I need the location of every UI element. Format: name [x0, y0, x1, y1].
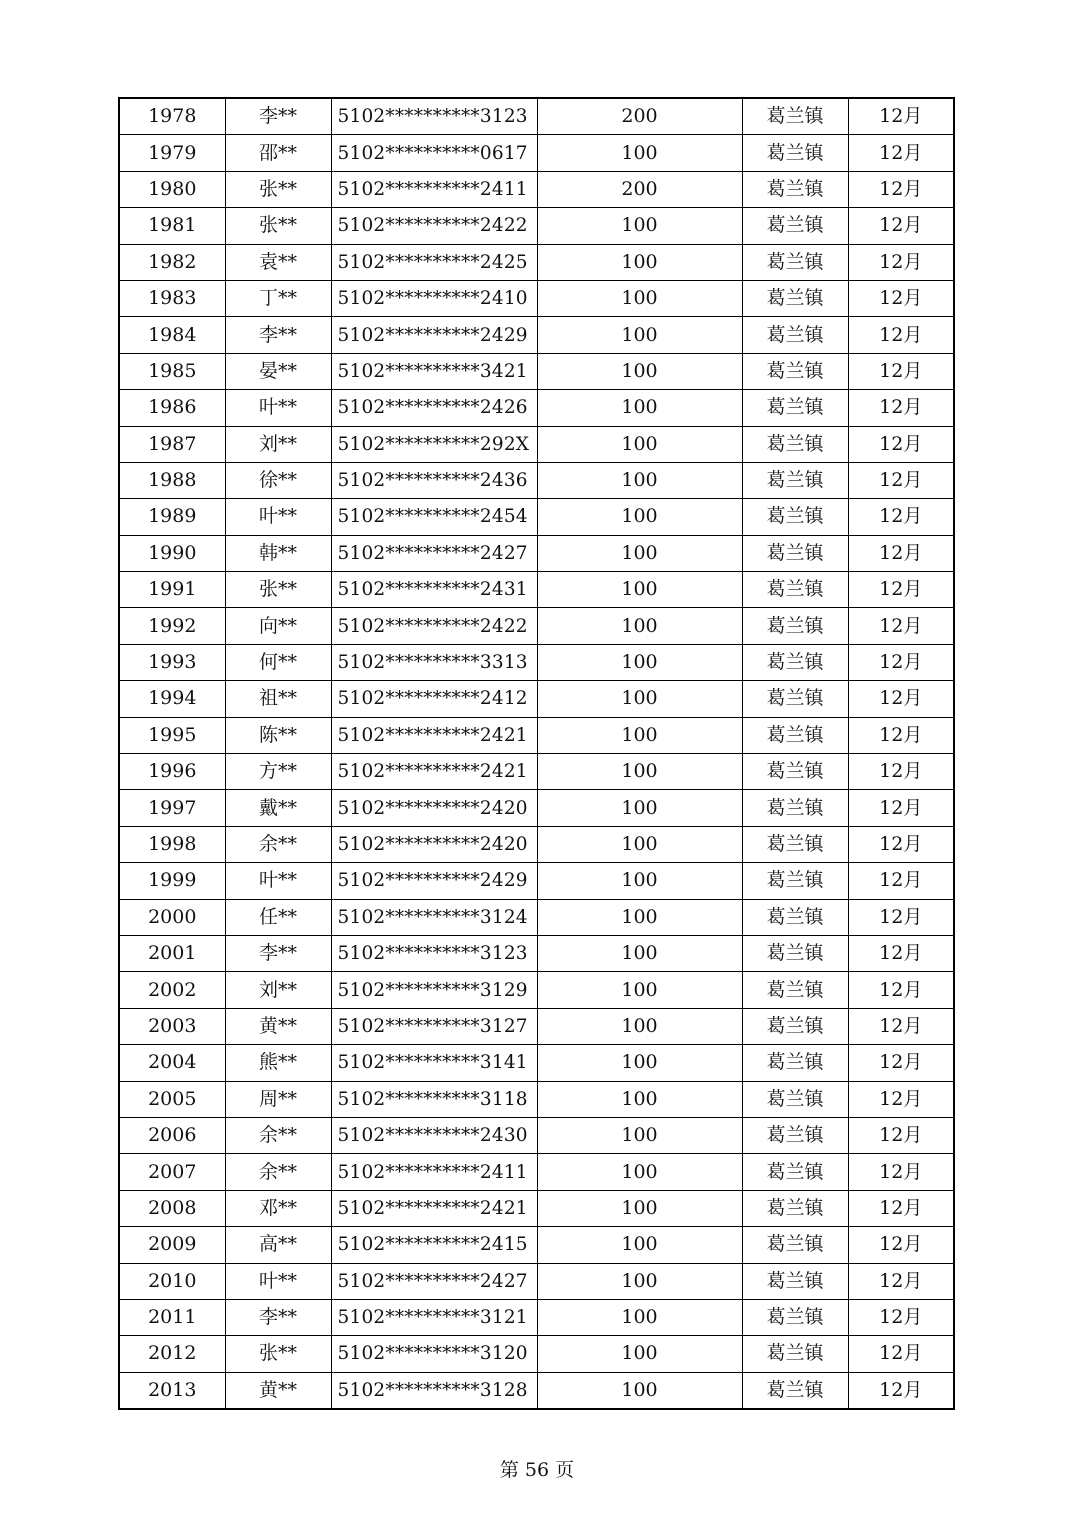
month-cell: 12月 [848, 1117, 954, 1153]
id-number-cell: 5102**********3118 [331, 1081, 537, 1117]
amount-cell: 100 [537, 826, 742, 862]
table-row [119, 462, 954, 498]
amount-cell: 100 [537, 608, 742, 644]
town-cell: 葛兰镇 [742, 280, 848, 316]
name-cell: 刘** [225, 426, 331, 462]
month-cell: 12月 [848, 608, 954, 644]
amount-cell: 100 [537, 390, 742, 426]
name-cell: 刘** [225, 972, 331, 1008]
amount-cell: 100 [537, 426, 742, 462]
table-row [119, 280, 954, 316]
town-cell: 葛兰镇 [742, 1372, 848, 1409]
town-cell: 葛兰镇 [742, 208, 848, 244]
amount-cell: 100 [537, 535, 742, 571]
row-number-cell: 2009 [119, 1227, 225, 1263]
id-number-cell: 5102**********3127 [331, 1008, 537, 1044]
town-cell: 葛兰镇 [742, 317, 848, 353]
row-number-cell: 1985 [119, 353, 225, 389]
name-cell: 何** [225, 644, 331, 680]
table-row [119, 390, 954, 426]
town-cell: 葛兰镇 [742, 790, 848, 826]
name-cell: 周** [225, 1081, 331, 1117]
town-cell: 葛兰镇 [742, 244, 848, 280]
amount-cell: 100 [537, 135, 742, 171]
month-cell: 12月 [848, 280, 954, 316]
name-cell: 徐** [225, 462, 331, 498]
id-number-cell: 5102**********2427 [331, 535, 537, 571]
town-cell: 葛兰镇 [742, 98, 848, 135]
month-cell: 12月 [848, 1190, 954, 1226]
month-cell: 12月 [848, 754, 954, 790]
name-cell: 陈** [225, 717, 331, 753]
month-cell: 12月 [848, 899, 954, 935]
row-number-cell: 1992 [119, 608, 225, 644]
table-row [119, 171, 954, 207]
town-cell: 葛兰镇 [742, 535, 848, 571]
month-cell: 12月 [848, 1081, 954, 1117]
amount-cell: 100 [537, 1081, 742, 1117]
amount-cell: 100 [537, 644, 742, 680]
table-row [119, 899, 954, 935]
name-cell: 邓** [225, 1190, 331, 1226]
id-number-cell: 5102**********2422 [331, 208, 537, 244]
amount-cell: 100 [537, 1336, 742, 1372]
id-number-cell: 5102**********2415 [331, 1227, 537, 1263]
row-number-cell: 1983 [119, 280, 225, 316]
id-number-cell: 5102**********3128 [331, 1372, 537, 1409]
town-cell: 葛兰镇 [742, 1263, 848, 1299]
row-number-cell: 2006 [119, 1117, 225, 1153]
town-cell: 葛兰镇 [742, 353, 848, 389]
town-cell: 葛兰镇 [742, 1299, 848, 1335]
town-cell: 葛兰镇 [742, 1190, 848, 1226]
month-cell: 12月 [848, 208, 954, 244]
name-cell: 熊** [225, 1045, 331, 1081]
amount-cell: 100 [537, 1045, 742, 1081]
name-cell: 李** [225, 1299, 331, 1335]
town-cell: 葛兰镇 [742, 1117, 848, 1153]
row-number-cell: 2007 [119, 1154, 225, 1190]
table-row [119, 1081, 954, 1117]
row-number-cell: 1993 [119, 644, 225, 680]
town-cell: 葛兰镇 [742, 390, 848, 426]
row-number-cell: 1989 [119, 499, 225, 535]
table-row [119, 317, 954, 353]
name-cell: 李** [225, 98, 331, 135]
month-cell: 12月 [848, 1008, 954, 1044]
row-number-cell: 1986 [119, 390, 225, 426]
table-row [119, 681, 954, 717]
amount-cell: 100 [537, 462, 742, 498]
amount-cell: 200 [537, 171, 742, 207]
amount-cell: 100 [537, 790, 742, 826]
amount-cell: 100 [537, 863, 742, 899]
table-row [119, 790, 954, 826]
table-row [119, 426, 954, 462]
month-cell: 12月 [848, 499, 954, 535]
amount-cell: 100 [537, 353, 742, 389]
id-number-cell: 5102**********2422 [331, 608, 537, 644]
row-number-cell: 1999 [119, 863, 225, 899]
table-row [119, 98, 954, 135]
town-cell: 葛兰镇 [742, 826, 848, 862]
amount-cell: 100 [537, 1299, 742, 1335]
town-cell: 葛兰镇 [742, 1336, 848, 1372]
name-cell: 叶** [225, 863, 331, 899]
id-number-cell: 5102**********2411 [331, 1154, 537, 1190]
table-row [119, 208, 954, 244]
row-number-cell: 1994 [119, 681, 225, 717]
id-number-cell: 5102**********3141 [331, 1045, 537, 1081]
town-cell: 葛兰镇 [742, 426, 848, 462]
row-number-cell: 1988 [119, 462, 225, 498]
id-number-cell: 5102**********2431 [331, 572, 537, 608]
row-number-cell: 2011 [119, 1299, 225, 1335]
id-number-cell: 5102**********2429 [331, 317, 537, 353]
id-number-cell: 5102**********3123 [331, 98, 537, 135]
town-cell: 葛兰镇 [742, 754, 848, 790]
row-number-cell: 1997 [119, 790, 225, 826]
name-cell: 叶** [225, 390, 331, 426]
name-cell: 李** [225, 935, 331, 971]
row-number-cell: 2010 [119, 1263, 225, 1299]
month-cell: 12月 [848, 1263, 954, 1299]
town-cell: 葛兰镇 [742, 681, 848, 717]
name-cell: 袁** [225, 244, 331, 280]
records-table [118, 97, 955, 1410]
month-cell: 12月 [848, 535, 954, 571]
table-row [119, 754, 954, 790]
row-number-cell: 1984 [119, 317, 225, 353]
row-number-cell: 2005 [119, 1081, 225, 1117]
id-number-cell: 5102**********2410 [331, 280, 537, 316]
row-number-cell: 2001 [119, 935, 225, 971]
name-cell: 向** [225, 608, 331, 644]
table-row [119, 1336, 954, 1372]
month-cell: 12月 [848, 171, 954, 207]
id-number-cell: 5102**********2420 [331, 790, 537, 826]
name-cell: 余** [225, 826, 331, 862]
id-number-cell: 5102**********3129 [331, 972, 537, 1008]
id-number-cell: 5102**********2425 [331, 244, 537, 280]
name-cell: 韩** [225, 535, 331, 571]
month-cell: 12月 [848, 1045, 954, 1081]
month-cell: 12月 [848, 244, 954, 280]
name-cell: 叶** [225, 499, 331, 535]
table-row [119, 717, 954, 753]
month-cell: 12月 [848, 681, 954, 717]
town-cell: 葛兰镇 [742, 1081, 848, 1117]
town-cell: 葛兰镇 [742, 1008, 848, 1044]
id-number-cell: 5102**********2436 [331, 462, 537, 498]
row-number-cell: 1991 [119, 572, 225, 608]
month-cell: 12月 [848, 863, 954, 899]
id-number-cell: 5102**********2427 [331, 1263, 537, 1299]
name-cell: 张** [225, 572, 331, 608]
table-row [119, 935, 954, 971]
row-number-cell: 1982 [119, 244, 225, 280]
table-row [119, 572, 954, 608]
id-number-cell: 5102**********3313 [331, 644, 537, 680]
name-cell: 张** [225, 1336, 331, 1372]
month-cell: 12月 [848, 390, 954, 426]
table-row [119, 644, 954, 680]
amount-cell: 100 [537, 499, 742, 535]
table-row [119, 1008, 954, 1044]
town-cell: 葛兰镇 [742, 1227, 848, 1263]
amount-cell: 100 [537, 717, 742, 753]
amount-cell: 100 [537, 1190, 742, 1226]
amount-cell: 100 [537, 1372, 742, 1409]
month-cell: 12月 [848, 462, 954, 498]
month-cell: 12月 [848, 826, 954, 862]
amount-cell: 100 [537, 972, 742, 1008]
town-cell: 葛兰镇 [742, 135, 848, 171]
name-cell: 叶** [225, 1263, 331, 1299]
town-cell: 葛兰镇 [742, 1154, 848, 1190]
row-number-cell: 1978 [119, 98, 225, 135]
month-cell: 12月 [848, 353, 954, 389]
name-cell: 余** [225, 1117, 331, 1153]
month-cell: 12月 [848, 1336, 954, 1372]
page-number: 第 56 页 [499, 1459, 575, 1481]
id-number-cell: 5102**********2430 [331, 1117, 537, 1153]
row-number-cell: 1996 [119, 754, 225, 790]
row-number-cell: 1981 [119, 208, 225, 244]
month-cell: 12月 [848, 935, 954, 971]
name-cell: 祖** [225, 681, 331, 717]
month-cell: 12月 [848, 1227, 954, 1263]
town-cell: 葛兰镇 [742, 462, 848, 498]
name-cell: 邵** [225, 135, 331, 171]
table-row [119, 353, 954, 389]
row-number-cell: 1987 [119, 426, 225, 462]
table-row [119, 1227, 954, 1263]
town-cell: 葛兰镇 [742, 717, 848, 753]
id-number-cell: 5102**********2421 [331, 754, 537, 790]
name-cell: 余** [225, 1154, 331, 1190]
id-number-cell: 5102**********2421 [331, 1190, 537, 1226]
amount-cell: 100 [537, 935, 742, 971]
town-cell: 葛兰镇 [742, 972, 848, 1008]
town-cell: 葛兰镇 [742, 644, 848, 680]
row-number-cell: 2004 [119, 1045, 225, 1081]
id-number-cell: 5102**********2454 [331, 499, 537, 535]
row-number-cell: 2012 [119, 1336, 225, 1372]
amount-cell: 100 [537, 1227, 742, 1263]
amount-cell: 100 [537, 1263, 742, 1299]
table-row [119, 1117, 954, 1153]
id-number-cell: 5102**********2411 [331, 171, 537, 207]
row-number-cell: 2013 [119, 1372, 225, 1409]
table-row [119, 972, 954, 1008]
row-number-cell: 1998 [119, 826, 225, 862]
month-cell: 12月 [848, 317, 954, 353]
name-cell: 丁** [225, 280, 331, 316]
table-row [119, 499, 954, 535]
month-cell: 12月 [848, 717, 954, 753]
table-row [119, 1154, 954, 1190]
name-cell: 晏** [225, 353, 331, 389]
id-number-cell: 5102**********3124 [331, 899, 537, 935]
month-cell: 12月 [848, 1154, 954, 1190]
table-row [119, 535, 954, 571]
table-row [119, 244, 954, 280]
town-cell: 葛兰镇 [742, 572, 848, 608]
month-cell: 12月 [848, 572, 954, 608]
month-cell: 12月 [848, 1299, 954, 1335]
table-row [119, 608, 954, 644]
id-number-cell: 5102**********292X [331, 426, 537, 462]
id-number-cell: 5102**********2412 [331, 681, 537, 717]
town-cell: 葛兰镇 [742, 608, 848, 644]
town-cell: 葛兰镇 [742, 899, 848, 935]
id-number-cell: 5102**********0617 [331, 135, 537, 171]
row-number-cell: 1990 [119, 535, 225, 571]
town-cell: 葛兰镇 [742, 499, 848, 535]
name-cell: 张** [225, 208, 331, 244]
row-number-cell: 1979 [119, 135, 225, 171]
amount-cell: 100 [537, 280, 742, 316]
id-number-cell: 5102**********2420 [331, 826, 537, 862]
month-cell: 12月 [848, 790, 954, 826]
row-number-cell: 2000 [119, 899, 225, 935]
id-number-cell: 5102**********2429 [331, 863, 537, 899]
month-cell: 12月 [848, 426, 954, 462]
records-table-body [119, 98, 954, 1409]
table-row [119, 1372, 954, 1409]
name-cell: 张** [225, 171, 331, 207]
month-cell: 12月 [848, 135, 954, 171]
town-cell: 葛兰镇 [742, 863, 848, 899]
amount-cell: 100 [537, 208, 742, 244]
table-row [119, 1263, 954, 1299]
name-cell: 方** [225, 754, 331, 790]
amount-cell: 100 [537, 1008, 742, 1044]
month-cell: 12月 [848, 972, 954, 1008]
amount-cell: 100 [537, 572, 742, 608]
name-cell: 李** [225, 317, 331, 353]
table-row [119, 826, 954, 862]
id-number-cell: 5102**********3121 [331, 1299, 537, 1335]
month-cell: 12月 [848, 1372, 954, 1409]
amount-cell: 200 [537, 98, 742, 135]
id-number-cell: 5102**********2421 [331, 717, 537, 753]
amount-cell: 100 [537, 1117, 742, 1153]
id-number-cell: 5102**********3421 [331, 353, 537, 389]
id-number-cell: 5102**********2426 [331, 390, 537, 426]
name-cell: 任** [225, 899, 331, 935]
row-number-cell: 2008 [119, 1190, 225, 1226]
table-row [119, 135, 954, 171]
amount-cell: 100 [537, 244, 742, 280]
table-row [119, 863, 954, 899]
amount-cell: 100 [537, 899, 742, 935]
name-cell: 黄** [225, 1008, 331, 1044]
row-number-cell: 1995 [119, 717, 225, 753]
amount-cell: 100 [537, 754, 742, 790]
amount-cell: 100 [537, 681, 742, 717]
row-number-cell: 1980 [119, 171, 225, 207]
id-number-cell: 5102**********3123 [331, 935, 537, 971]
table-row [119, 1190, 954, 1226]
table-row [119, 1299, 954, 1335]
row-number-cell: 2003 [119, 1008, 225, 1044]
amount-cell: 100 [537, 1154, 742, 1190]
row-number-cell: 2002 [119, 972, 225, 1008]
amount-cell: 100 [537, 317, 742, 353]
town-cell: 葛兰镇 [742, 171, 848, 207]
town-cell: 葛兰镇 [742, 1045, 848, 1081]
month-cell: 12月 [848, 98, 954, 135]
name-cell: 高** [225, 1227, 331, 1263]
name-cell: 戴** [225, 790, 331, 826]
month-cell: 12月 [848, 644, 954, 680]
name-cell: 黄** [225, 1372, 331, 1409]
town-cell: 葛兰镇 [742, 935, 848, 971]
table-row [119, 1045, 954, 1081]
id-number-cell: 5102**********3120 [331, 1336, 537, 1372]
